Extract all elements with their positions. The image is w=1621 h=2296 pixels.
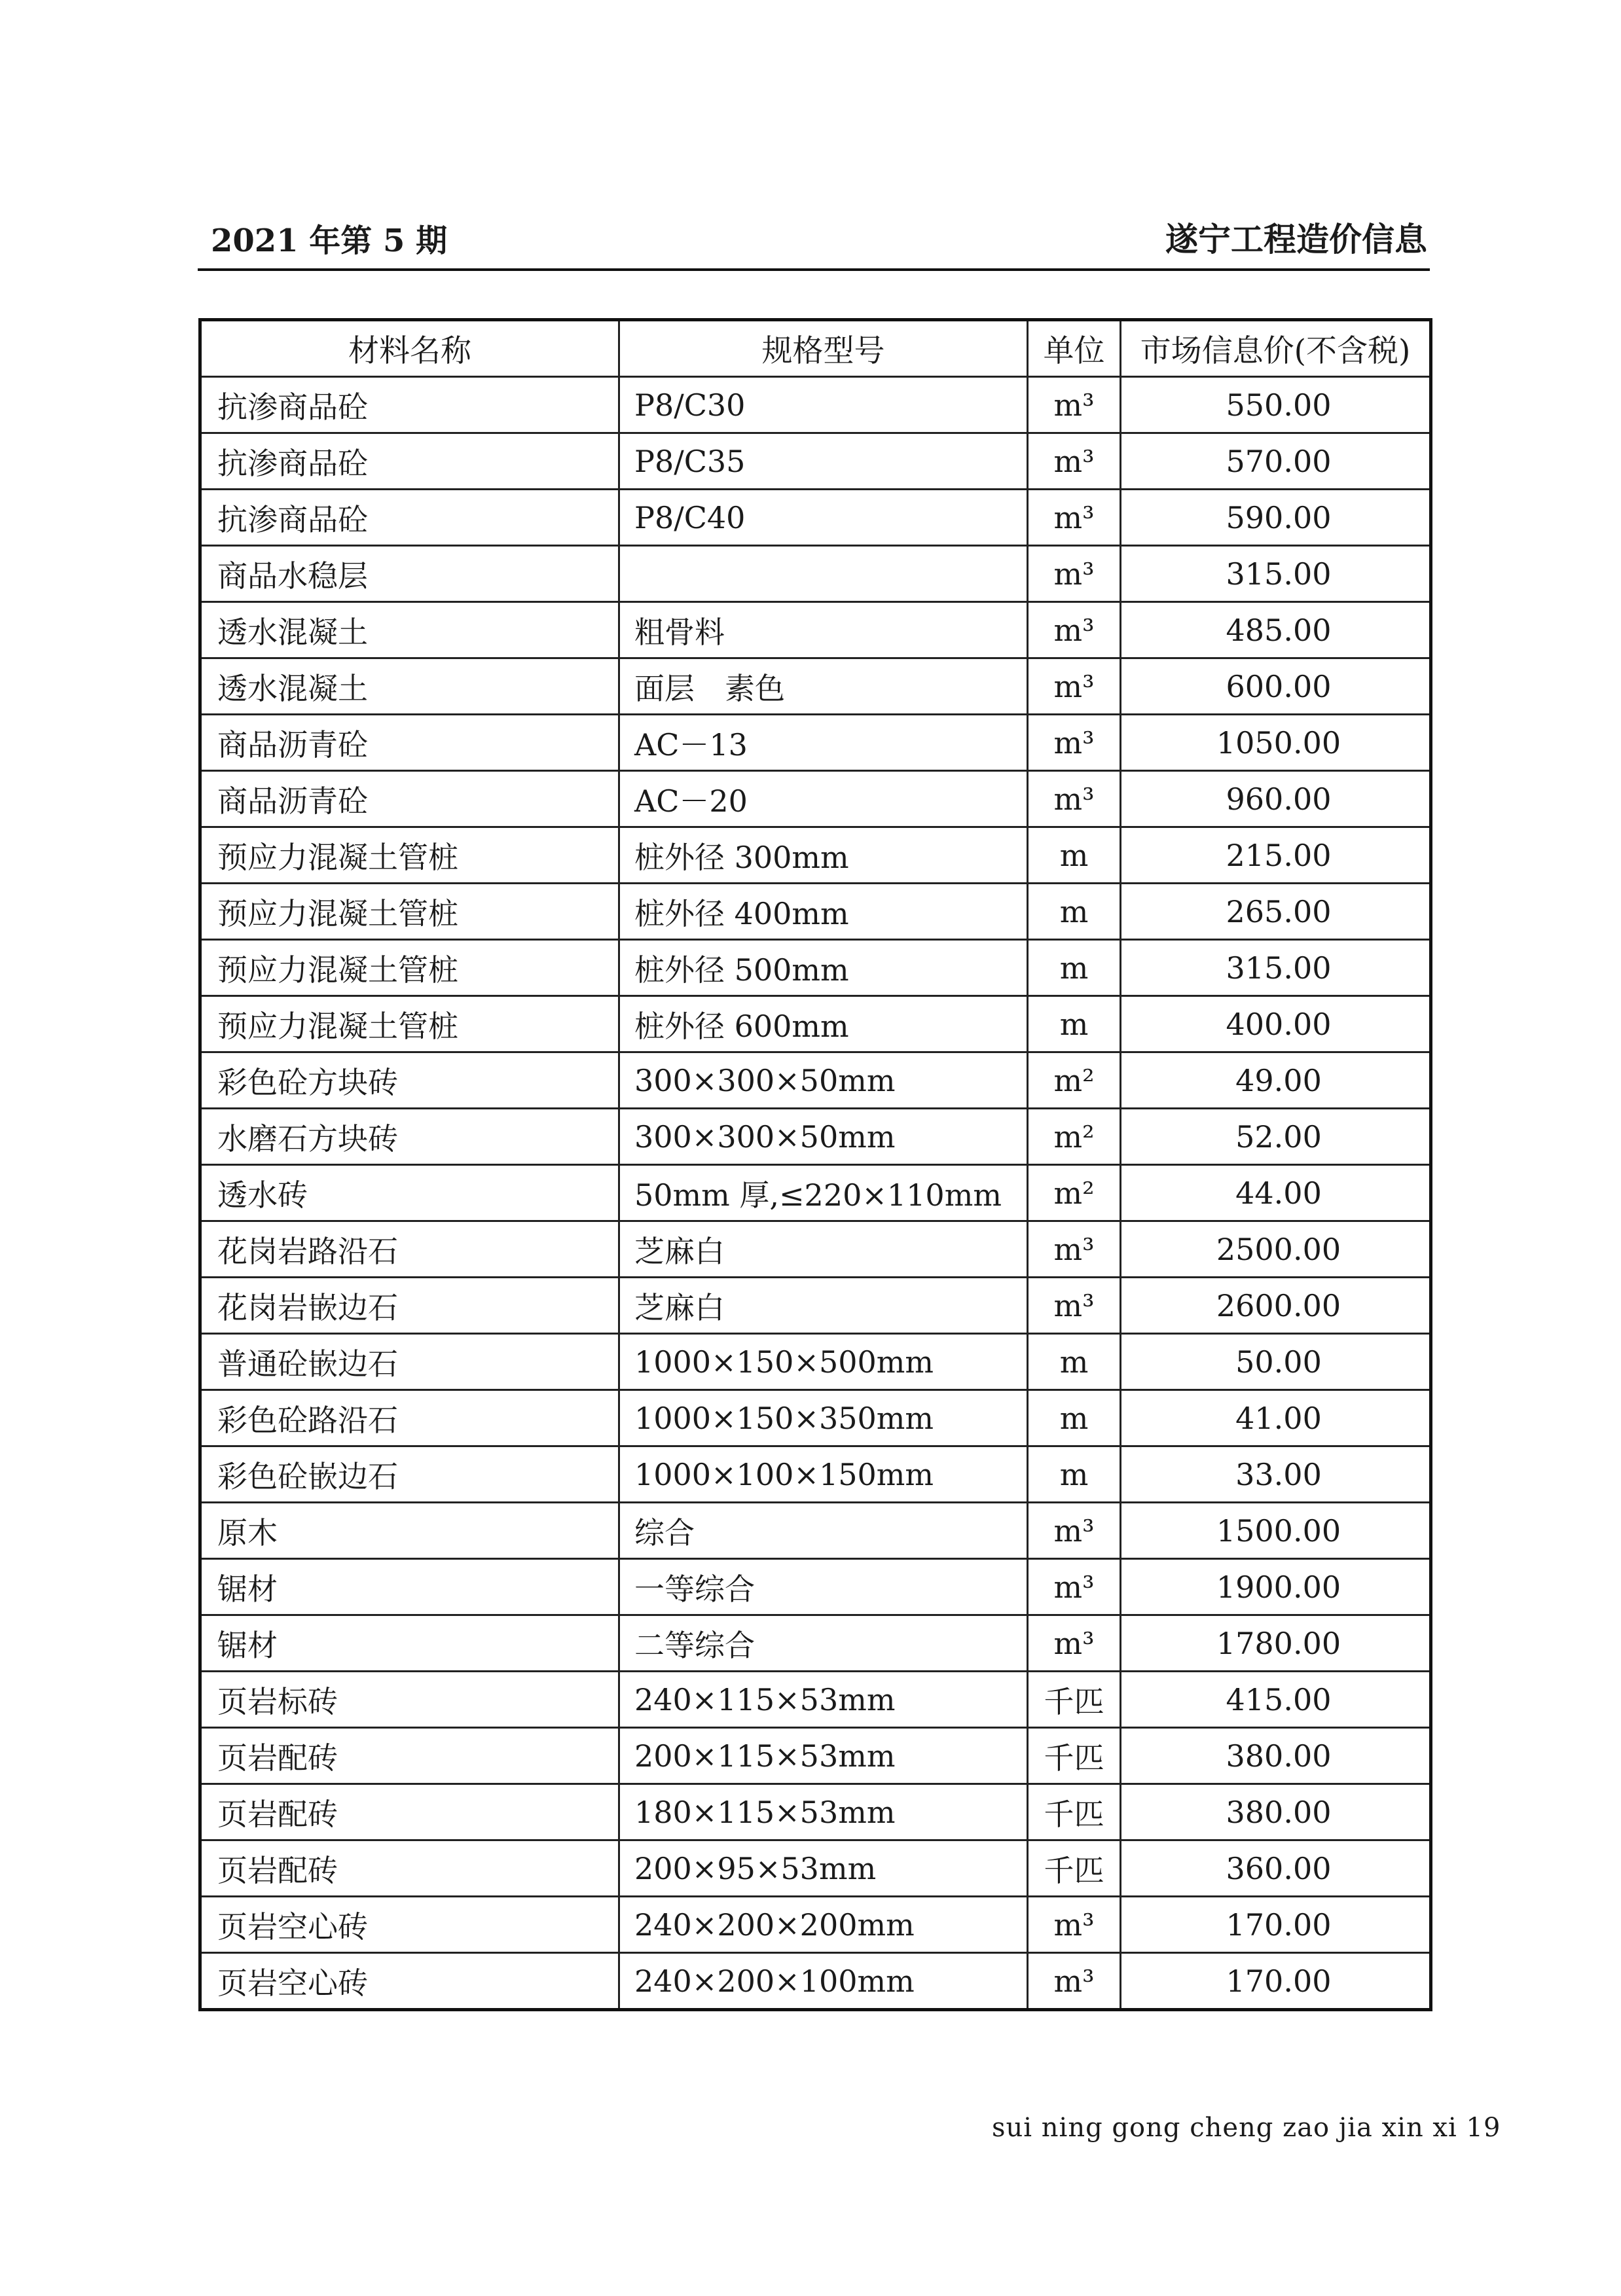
table-row	[200, 827, 1431, 884]
unit-cell: m³	[1028, 771, 1121, 827]
table-row	[200, 1052, 1431, 1109]
material-name-cell: 预应力混凝土管桩	[200, 996, 619, 1052]
spec-cell: 桩外径 500mm	[619, 940, 1028, 996]
table-row	[200, 546, 1431, 602]
material-name-cell: 花岗岩路沿石	[200, 1221, 619, 1278]
unit-cell: m³	[1028, 433, 1121, 490]
material-name-cell: 页岩空心砖	[200, 1953, 619, 2010]
unit-cell: m²	[1028, 1052, 1121, 1109]
spec-cell: P8/C30	[619, 377, 1028, 433]
material-name-cell: 锯材	[200, 1615, 619, 1672]
spec-cell: 240×200×100mm	[619, 1953, 1028, 2010]
table-row	[200, 996, 1431, 1052]
unit-cell: m²	[1028, 1165, 1121, 1221]
price-cell: 960.00	[1121, 771, 1431, 827]
material-name-cell: 锯材	[200, 1559, 619, 1615]
spec-cell: 芝麻白	[619, 1221, 1028, 1278]
unit-cell: m	[1028, 1446, 1121, 1503]
price-cell: 400.00	[1121, 996, 1431, 1052]
unit-cell: m	[1028, 1390, 1121, 1446]
material-name-cell: 彩色砼嵌边石	[200, 1446, 619, 1503]
unit-cell: m³	[1028, 1559, 1121, 1615]
price-cell: 52.00	[1121, 1109, 1431, 1165]
material-name-cell: 抗渗商品砼	[200, 377, 619, 433]
material-name-cell: 页岩配砖	[200, 1840, 619, 1897]
material-name-cell: 普通砼嵌边石	[200, 1334, 619, 1390]
spec-cell: 面层 素色	[619, 658, 1028, 715]
material-name-cell: 页岩空心砖	[200, 1897, 619, 1953]
price-cell: 380.00	[1121, 1728, 1431, 1784]
page-footer: sui ning gong cheng zao jia xin xi 19	[992, 2113, 1501, 2143]
table-row	[200, 771, 1431, 827]
price-cell: 485.00	[1121, 602, 1431, 658]
material-name-cell: 页岩标砖	[200, 1672, 619, 1728]
spec-cell: 50mm 厚,≤220×110mm	[619, 1165, 1028, 1221]
price-cell: 315.00	[1121, 940, 1431, 996]
material-name-cell: 预应力混凝土管桩	[200, 827, 619, 884]
spec-cell: 一等综合	[619, 1559, 1028, 1615]
spec-cell: 1000×150×350mm	[619, 1390, 1028, 1446]
spec-cell: 1000×150×500mm	[619, 1334, 1028, 1390]
table-row	[200, 1953, 1431, 2010]
table-row	[200, 490, 1431, 546]
table-row	[200, 658, 1431, 715]
unit-cell: m³	[1028, 1615, 1121, 1672]
table-row	[200, 1840, 1431, 1897]
unit-cell: 千匹	[1028, 1672, 1121, 1728]
spec-cell: 300×300×50mm	[619, 1052, 1028, 1109]
unit-cell: m³	[1028, 1278, 1121, 1334]
price-cell: 570.00	[1121, 433, 1431, 490]
material-name-cell: 商品沥青砼	[200, 771, 619, 827]
price-cell: 550.00	[1121, 377, 1431, 433]
table-row	[200, 1897, 1431, 1953]
price-cell: 1050.00	[1121, 715, 1431, 771]
material-name-cell: 彩色砼方块砖	[200, 1052, 619, 1109]
price-table	[198, 318, 1432, 2011]
unit-cell: m³	[1028, 377, 1121, 433]
spec-cell: 桩外径 600mm	[619, 996, 1028, 1052]
unit-cell: m³	[1028, 658, 1121, 715]
page-header	[198, 208, 1430, 271]
spec-cell: 芝麻白	[619, 1278, 1028, 1334]
material-name-cell: 抗渗商品砼	[200, 433, 619, 490]
unit-cell: m³	[1028, 1221, 1121, 1278]
column-header-unit: 单位	[1028, 320, 1121, 377]
table-row	[200, 940, 1431, 996]
spec-cell: 300×300×50mm	[619, 1109, 1028, 1165]
price-cell: 2600.00	[1121, 1278, 1431, 1334]
table-row	[200, 715, 1431, 771]
spec-cell: 200×115×53mm	[619, 1728, 1028, 1784]
spec-cell: P8/C40	[619, 490, 1028, 546]
material-name-cell: 水磨石方块砖	[200, 1109, 619, 1165]
material-name-cell: 透水混凝土	[200, 658, 619, 715]
material-name-cell: 商品水稳层	[200, 546, 619, 602]
unit-cell: m	[1028, 1334, 1121, 1390]
material-name-cell: 花岗岩嵌边石	[200, 1278, 619, 1334]
material-name-cell: 抗渗商品砼	[200, 490, 619, 546]
price-cell: 2500.00	[1121, 1221, 1431, 1278]
material-name-cell: 透水混凝土	[200, 602, 619, 658]
unit-cell: 千匹	[1028, 1784, 1121, 1840]
table-row	[200, 1503, 1431, 1559]
column-header-price: 市场信息价(不含税)	[1121, 320, 1431, 377]
price-cell: 1500.00	[1121, 1503, 1431, 1559]
spec-cell: 240×115×53mm	[619, 1672, 1028, 1728]
column-header-spec: 规格型号	[619, 320, 1028, 377]
unit-cell: m³	[1028, 1503, 1121, 1559]
spec-cell	[619, 546, 1028, 602]
unit-cell: m³	[1028, 546, 1121, 602]
table-row	[200, 1446, 1431, 1503]
spec-cell: P8/C35	[619, 433, 1028, 490]
spec-cell: 桩外径 400mm	[619, 884, 1028, 940]
unit-cell: m³	[1028, 490, 1121, 546]
table-row	[200, 1334, 1431, 1390]
table-row	[200, 1672, 1431, 1728]
spec-cell: 180×115×53mm	[619, 1784, 1028, 1840]
price-cell: 600.00	[1121, 658, 1431, 715]
spec-cell: 粗骨料	[619, 602, 1028, 658]
table-row	[200, 1615, 1431, 1672]
material-name-cell: 透水砖	[200, 1165, 619, 1221]
spec-cell: AC－13	[619, 715, 1028, 771]
column-header-name: 材料名称	[200, 320, 619, 377]
price-cell: 170.00	[1121, 1953, 1431, 2010]
table-header-row	[200, 320, 1431, 377]
unit-cell: 千匹	[1028, 1728, 1121, 1784]
table-row	[200, 433, 1431, 490]
price-cell: 360.00	[1121, 1840, 1431, 1897]
table-row	[200, 1784, 1431, 1840]
table-row	[200, 602, 1431, 658]
table-row	[200, 1109, 1431, 1165]
price-cell: 415.00	[1121, 1672, 1431, 1728]
price-cell: 265.00	[1121, 884, 1431, 940]
price-cell: 49.00	[1121, 1052, 1431, 1109]
price-cell: 44.00	[1121, 1165, 1431, 1221]
material-name-cell: 预应力混凝土管桩	[200, 884, 619, 940]
price-cell: 590.00	[1121, 490, 1431, 546]
spec-cell: 200×95×53mm	[619, 1840, 1028, 1897]
material-name-cell: 页岩配砖	[200, 1784, 619, 1840]
table-row	[200, 884, 1431, 940]
table-row	[200, 1728, 1431, 1784]
unit-cell: m³	[1028, 715, 1121, 771]
table-row	[200, 1390, 1431, 1446]
price-cell: 50.00	[1121, 1334, 1431, 1390]
material-name-cell: 原木	[200, 1503, 619, 1559]
table-row	[200, 1278, 1431, 1334]
material-name-cell: 彩色砼路沿石	[200, 1390, 619, 1446]
unit-cell: 千匹	[1028, 1840, 1121, 1897]
price-cell: 33.00	[1121, 1446, 1431, 1503]
price-cell: 1780.00	[1121, 1615, 1431, 1672]
table-row	[200, 1559, 1431, 1615]
spec-cell: 二等综合	[619, 1615, 1028, 1672]
spec-cell: 桩外径 300mm	[619, 827, 1028, 884]
journal-title: 遂宁工程造价信息	[1165, 220, 1427, 259]
issue-label: 2021 年第 5 期	[211, 223, 448, 259]
unit-cell: m³	[1028, 1897, 1121, 1953]
unit-cell: m²	[1028, 1109, 1121, 1165]
material-name-cell: 商品沥青砼	[200, 715, 619, 771]
price-cell: 315.00	[1121, 546, 1431, 602]
unit-cell: m	[1028, 996, 1121, 1052]
spec-cell: 240×200×200mm	[619, 1897, 1028, 1953]
material-name-cell: 页岩配砖	[200, 1728, 619, 1784]
table-row	[200, 377, 1431, 433]
material-name-cell: 预应力混凝土管桩	[200, 940, 619, 996]
unit-cell: m	[1028, 884, 1121, 940]
spec-cell: 1000×100×150mm	[619, 1446, 1028, 1503]
price-cell: 1900.00	[1121, 1559, 1431, 1615]
unit-cell: m³	[1028, 1953, 1121, 2010]
unit-cell: m	[1028, 940, 1121, 996]
spec-cell: 综合	[619, 1503, 1028, 1559]
unit-cell: m	[1028, 827, 1121, 884]
price-cell: 41.00	[1121, 1390, 1431, 1446]
table-row	[200, 1221, 1431, 1278]
spec-cell: AC－20	[619, 771, 1028, 827]
table-body	[200, 377, 1431, 2010]
price-cell: 215.00	[1121, 827, 1431, 884]
price-cell: 170.00	[1121, 1897, 1431, 1953]
unit-cell: m³	[1028, 602, 1121, 658]
price-cell: 380.00	[1121, 1784, 1431, 1840]
table-row	[200, 1165, 1431, 1221]
